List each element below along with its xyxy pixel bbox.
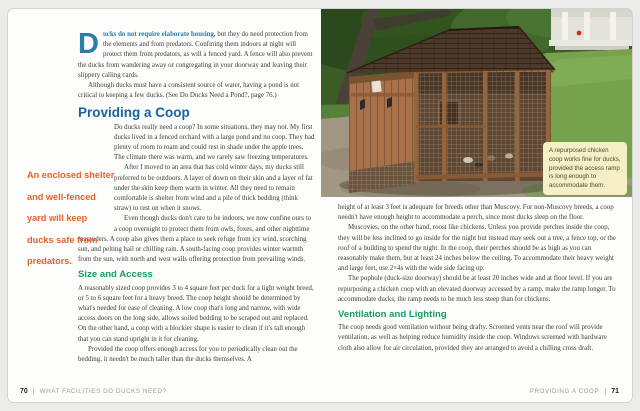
- paragraph: The coop needs good ventilation without being drafty. Screened vents near the roof will provide ventilation, as well as helping reduce humidity inside the coop. Windows screened with hardware cloth also allow for air circulation, provided they are arranged to avoid a chilling cross draft.: [338, 324, 607, 352]
- paragraph: After I moved to an area that has cold winter days, my ducks still preferred to be outdoors. A layer of down on their skin and a layer of fat under the skin keep them warm in winter. All they need to remain comfortable is shelter from wind and a pile of thick bedding (think straw) to rest on when it snows.: [114, 164, 313, 213]
- photo-caption: A repurposed chicken coop works fine for ducks, provided the access ramp is long enough to accommodate them.: [549, 147, 621, 190]
- paragraph: height of at least 3 feet is adequate for breeds other than Muscovy. For non-Muscovy breeds, a coop needn't have enough height to accommodate a perch, since most ducks sleep on the floor.: [338, 204, 614, 222]
- lead-paragraph-rest: but they do need protection from the elements and from predators. Confining them indoors at night will protect them from predators, as will a fenced yard. A fence will also prevent the ducks from wandering away or congregating in your doorway and leaving their slippery calling cards.: [78, 31, 313, 79]
- section-heading-providing-a-coop: Providing a Coop: [78, 105, 190, 121]
- left-running-head: WHAT FACILITIES DO DUCKS NEED?: [33, 388, 167, 395]
- paragraph: Although ducks must have a consistent source of water, having a pond is not critical to keeping a few ducks. (See Do Ducks Need a Pond?, page 76.): [78, 82, 299, 100]
- right-page-footer: [530, 388, 619, 395]
- coop-photo: [321, 9, 632, 197]
- pull-quote: An enclosed shelter and well-fenced yard will keep ducks safe from predators.: [27, 170, 115, 266]
- paragraph: A reasonably sized coop provides 3 to 4 square feet per duck for a light weight breed, or 5 to 6 square feet for a heavy breed. The coop height should be determined by what's needed for ease of cleaning. A low coop that's long and narrow, with wide access doors on the long side, allows soiled bedding to be scraped out and replaced. On the other hand, a coop with a blockier shape is easier to clean if it's tall enough that you can stand upright in it for cleaning.: [78, 284, 314, 343]
- right-page-text-column: [338, 203, 616, 388]
- paragraph: Muscovies, on the other hand, roost like chickens. Unless you provide perches inside the coop, they will be less inclined to go inside for the night but instead may seek out a tree, a fence top, or the roof of a building to spend the night. In the coop, their perches should be as high as you can reasonably make them, but at least 24 inches below the ceiling. To accommodate their heavy weight and large feet, use 2×4s with the wide side facing up.: [338, 224, 616, 273]
- drop-cap: D: [78, 30, 99, 60]
- paragraph: The pophole (duck-size doorway) should be at least 20 inches wide and at floor level. If you are repurposing a chicken coop with an elevated doorway accessed by a ramp, make the ramp longer. To accommodate ducks, the ramp needs to be much less steep than for chickens.: [338, 275, 616, 303]
- photo-caption-box: [543, 142, 627, 195]
- subheading-size-and-access: Size and Access: [78, 269, 153, 281]
- lead-paragraph: [78, 30, 315, 81]
- paragraph: Provided the coop offers enough access for you to periodically clean out the bedding, it needn't be much taller than the ducks themselves. A: [78, 345, 298, 364]
- subheading-ventilation-and-lighting: Ventilation and Lighting: [338, 309, 447, 321]
- red-object: [577, 31, 582, 36]
- left-page-footer: [20, 388, 167, 395]
- paragraph: Do ducks really need a coop? In some situations, they may not. My first ducks lived in a fenced orchard with a large pond and no coop. They had plenty of room to roam and could rest in shade under the apple trees. The climate there was warm, and we rarely saw freezing temperatures.: [114, 123, 315, 162]
- right-running-head: PROVIDING A COOP: [530, 388, 606, 395]
- book-spread: [7, 8, 633, 403]
- lead-in-phrase: ucks do not require elaborate housing,: [102, 31, 216, 38]
- paragraph: Even though ducks don't care to be indoors, we now confine ours to a coop overnight to protect them from owls, foxes, and other nighttime marauders. A coop also gives them a place to seek refuge from icy wind, scorching sun, and pelting hail or chilling rain. A south-facing coop provides winter warmth from the sun, with north and west walls offering protection from prevailing winds.: [78, 215, 312, 264]
- photo-porch: [549, 9, 632, 50]
- white-latch: [371, 81, 381, 93]
- coop-house-section: [349, 71, 416, 193]
- left-page-number: 70: [20, 388, 28, 395]
- right-page-number: 71: [611, 388, 619, 395]
